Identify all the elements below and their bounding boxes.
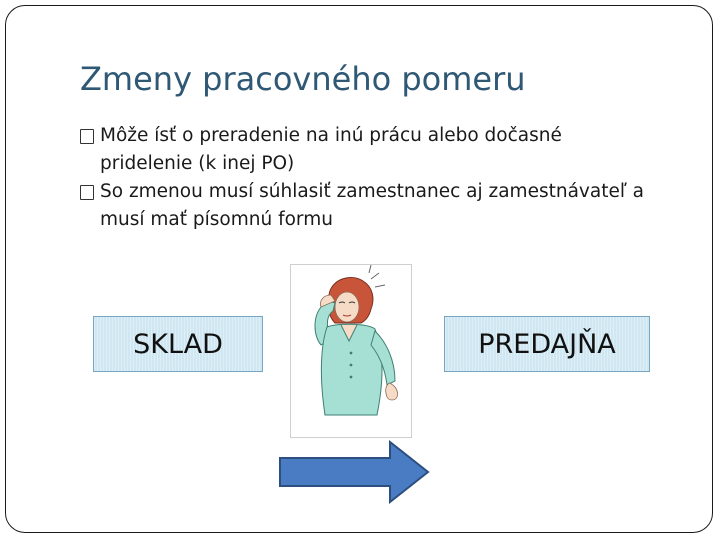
bullet-item	[80, 122, 650, 178]
sklad-box	[93, 316, 263, 372]
stressed-woman-illustration	[290, 264, 412, 438]
bullet-list	[80, 122, 650, 234]
square-bullet-icon	[80, 185, 94, 200]
bullet-text: Môže ísť o preradenie na inú prácu alebo dočasné pridelenie (k inej PO)	[100, 125, 562, 174]
bullet-item	[80, 178, 650, 234]
square-bullet-icon	[80, 129, 94, 144]
right-arrow-icon	[278, 440, 430, 504]
woman-drawing	[291, 265, 411, 437]
slide-title: Zmeny pracovného pomeru	[80, 60, 526, 98]
predajna-label: PREDAJŇA	[478, 328, 616, 360]
bullet-text: So zmenou musí súhlasiť zamestnanec aj zamestnávateľ a musí mať písomnú formu	[100, 181, 644, 230]
predajna-box	[444, 316, 650, 372]
sklad-label: SKLAD	[133, 328, 223, 360]
